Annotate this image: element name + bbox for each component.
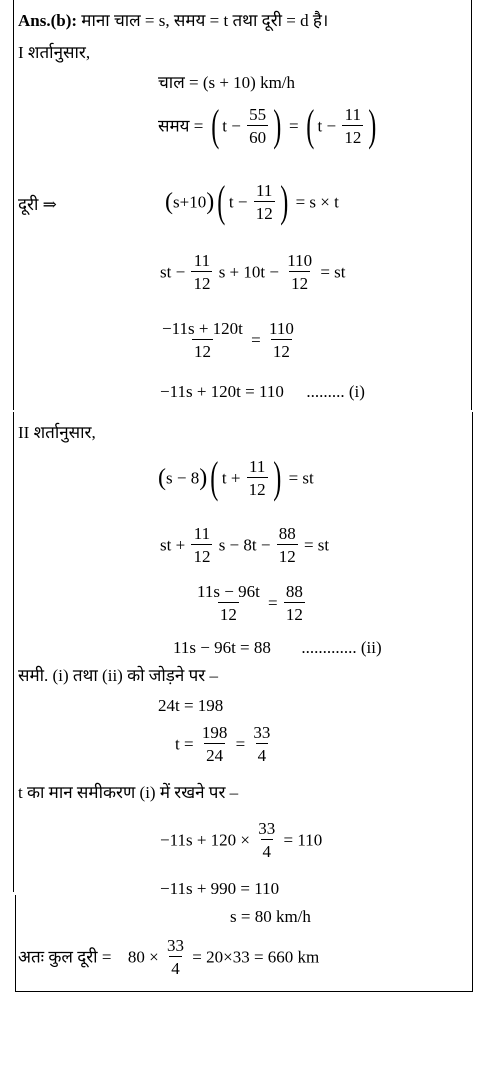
- rhs-st: = st: [320, 262, 346, 282]
- box1-right-border: [471, 0, 472, 410]
- denominator: 4: [256, 743, 269, 764]
- distance-equation: [165, 177, 339, 226]
- denominator: 24: [204, 743, 225, 764]
- speed-equation: [158, 74, 295, 91]
- right-paren: ): [199, 465, 208, 491]
- time-equation: [158, 101, 380, 150]
- equals-sign: =: [251, 330, 261, 350]
- box1-left-border: [13, 0, 14, 410]
- fraction-11-12: [247, 458, 268, 498]
- left-paren: (: [210, 453, 219, 502]
- equation-i: [160, 383, 365, 400]
- equals-sign: =: [235, 734, 246, 754]
- s-plus-10: s+10: [173, 192, 207, 212]
- denominator: 12: [192, 339, 213, 360]
- final-label: अतः कुल दूरी =: [18, 947, 112, 967]
- expanded-equation-2: [160, 525, 329, 565]
- fraction-198-24: [200, 724, 230, 764]
- equals-sign: =: [289, 116, 299, 136]
- numerator: 110: [268, 319, 294, 338]
- equation-i-tag: ......... (i): [306, 382, 365, 401]
- equation-i-text: −11s + 120t = 110: [160, 382, 284, 401]
- numerator: 33: [253, 723, 271, 742]
- numerator: −11s + 120t: [162, 319, 243, 338]
- equation-ii-tag: ............. (ii): [301, 638, 382, 657]
- fraction-110-12: [285, 252, 314, 292]
- intro-line: [18, 12, 328, 29]
- equation-ii-text: 11s − 96t = 88: [173, 638, 271, 657]
- minus-sign: −: [237, 192, 248, 212]
- substituted-equation: [160, 820, 322, 860]
- numerator: 55: [249, 105, 267, 124]
- fraction-11-12: [342, 106, 363, 146]
- final-result: = 20×33 = 660 km: [192, 947, 320, 967]
- fraction-11-12: [191, 525, 212, 565]
- numerator: 88: [285, 582, 303, 601]
- fraction-33-4: [256, 820, 277, 860]
- minus-sign: −: [326, 116, 337, 136]
- numerator: 33: [167, 936, 185, 955]
- equals-sign: =: [268, 593, 278, 613]
- denominator: 12: [254, 201, 275, 222]
- denominator: 4: [261, 839, 274, 860]
- left-paren: (: [306, 101, 315, 150]
- denominator: 12: [284, 602, 305, 623]
- mid-terms: s − 8t −: [218, 535, 271, 555]
- distance-label: दूरी ⇒: [18, 195, 57, 214]
- condition-two: II शर्तानुसार,: [18, 423, 96, 442]
- var-t: t: [228, 192, 234, 212]
- lhs-terms: −11s + 120 ×: [160, 830, 250, 850]
- numerator: 11: [256, 181, 273, 200]
- expanded-equation: [160, 252, 346, 292]
- left-paren: (: [165, 189, 173, 215]
- numerator: 11s − 96t: [197, 582, 260, 601]
- left-paren: (: [210, 101, 219, 150]
- fraction-33-4: [251, 724, 272, 764]
- right-paren: ): [206, 189, 215, 215]
- fraction-55-60: [247, 106, 268, 146]
- numerator: 88: [278, 524, 296, 543]
- denominator: 12: [271, 339, 292, 360]
- equation-ii: [173, 639, 382, 656]
- denominator: 12: [218, 602, 239, 623]
- time-label: समय =: [158, 116, 204, 136]
- numerator: 11: [248, 457, 266, 476]
- mid-terms: s + 10t −: [218, 262, 279, 282]
- final-distance: [18, 937, 319, 977]
- denominator: 12: [191, 544, 212, 565]
- fraction-88-12: [277, 525, 298, 565]
- numerator: 11: [193, 251, 211, 270]
- s-times-t: = s × t: [295, 192, 339, 212]
- box2-right-border: [472, 412, 473, 992]
- fraction-11-12: [254, 182, 275, 222]
- t-value-equation: [175, 724, 274, 764]
- speed-expression: (s + 10) km/h: [202, 73, 296, 92]
- rhs-st: = st: [288, 468, 314, 488]
- numerator: 198: [201, 723, 228, 742]
- fraction-11-12: [191, 252, 212, 292]
- minus-sign: −: [231, 116, 241, 136]
- condition-one: I शर्तानुसार,: [18, 43, 91, 62]
- t-plus: t +: [221, 468, 241, 488]
- denominator: 60: [247, 125, 268, 146]
- add-equations-text: समी. (i) तथा (ii) को जोड़ने पर –: [18, 666, 218, 685]
- denominator: 12: [277, 544, 298, 565]
- fraction-equation-2: [193, 583, 307, 623]
- box2-left-border: [13, 412, 14, 892]
- fraction-33-4: [165, 937, 186, 977]
- denominator: 12: [342, 125, 363, 146]
- numerator: 33: [258, 819, 276, 838]
- answer-label: Ans.(b):: [18, 11, 78, 30]
- fraction-equation: [158, 320, 298, 360]
- var-t: t: [317, 116, 323, 136]
- fraction-lhs: [195, 583, 262, 623]
- fraction-88-12: [284, 583, 305, 623]
- denominator: 12: [247, 477, 268, 498]
- simplified-equation: −11s + 990 = 110: [160, 879, 280, 898]
- right-paren: ): [279, 177, 289, 226]
- denominator: 12: [191, 271, 212, 292]
- s-minus-8: s − 8: [166, 468, 200, 488]
- st-plus: st +: [160, 535, 186, 555]
- right-paren: ): [273, 101, 282, 150]
- right-paren: ): [272, 453, 282, 502]
- left-paren: (: [158, 465, 166, 491]
- left-paren: (: [217, 177, 226, 226]
- numerator: 11: [344, 105, 362, 124]
- var-t: t: [222, 116, 227, 136]
- fraction-lhs: [160, 320, 245, 360]
- t-equals: t =: [175, 734, 194, 754]
- numerator: 11: [193, 524, 211, 543]
- speed-label: चाल =: [158, 73, 199, 92]
- substitute-text: t का मान समीकरण (i) में रखने पर –: [18, 783, 239, 802]
- denominator: 4: [169, 956, 182, 977]
- equation-24t: 24t = 198: [158, 696, 224, 715]
- fraction-110-12: [267, 320, 296, 360]
- rhs-st: = st: [303, 535, 330, 555]
- rhs-110: = 110: [283, 830, 323, 850]
- speed-result: s = 80 km/h: [230, 907, 311, 926]
- st-minus: st −: [160, 262, 186, 282]
- box3-left-border: [15, 895, 16, 992]
- eighty-times: 80 ×: [127, 947, 159, 967]
- denominator: 12: [289, 271, 310, 292]
- second-condition-equation: [158, 453, 314, 502]
- box-bottom-border: [15, 991, 473, 992]
- intro-text: माना चाल = s, समय = t तथा दूरी = d है।: [81, 11, 329, 30]
- numerator: 110: [287, 251, 313, 270]
- right-paren: ): [368, 101, 377, 150]
